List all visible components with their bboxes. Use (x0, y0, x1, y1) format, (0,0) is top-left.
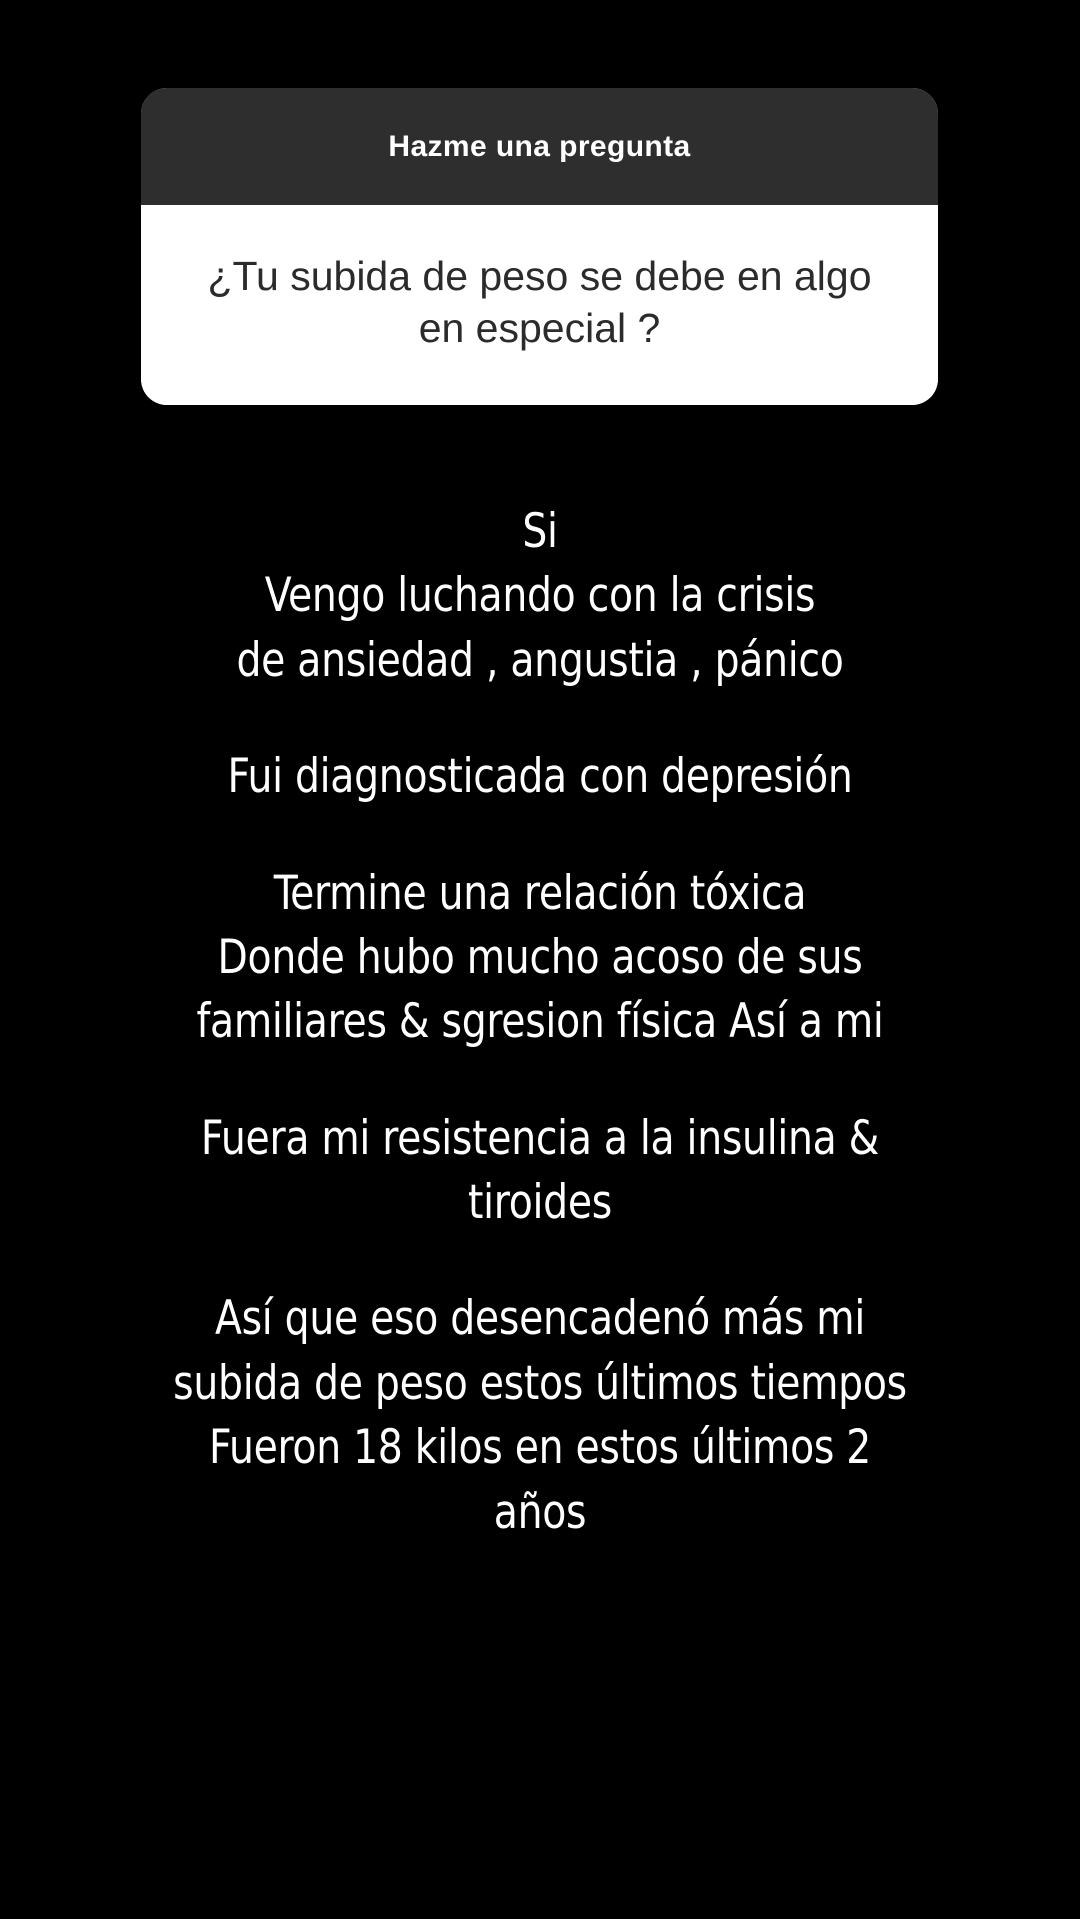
answer-line: Así que eso desencadenó más mi (214, 1291, 866, 1347)
answer-line: tiroides (468, 1175, 612, 1230)
question-sticker-prompt-label: Hazme una pregunta (388, 129, 691, 163)
question-sticker[interactable] (141, 88, 938, 405)
answer-line: subida de peso estos últimos tiempos (173, 1355, 907, 1411)
question-text: ¿Tu subida de peso se debe en algo en especial ? (207, 252, 872, 351)
question-sticker-header (141, 88, 938, 205)
answer-line: Termine una relación tóxica (273, 865, 807, 921)
answer-line: Donde hubo mucho acoso de sus (217, 929, 863, 985)
answer-text-block (0, 500, 1080, 1545)
answer-line: Fui diagnosticada con depresión (227, 749, 853, 805)
answer-paragraph-gap (0, 693, 1080, 745)
answer-line: Fuera mi resistencia a la insulina & (200, 1110, 880, 1166)
answer-paragraph-gap (0, 810, 1080, 862)
answer-paragraph-gap (0, 1055, 1080, 1107)
answer-paragraph-gap (0, 1235, 1080, 1287)
answer-line: familiares & sgresion física Así a mi (196, 994, 884, 1050)
answer-line: años (493, 1484, 587, 1540)
answer-line: de ansiedad , angustia , pánico (236, 632, 844, 688)
answer-line: Fueron 18 kilos en estos últimos 2 (208, 1420, 872, 1476)
answer-line: Vengo luchando con la crisis (264, 568, 816, 624)
question-sticker-body (141, 205, 938, 405)
answer-line: Si (522, 504, 558, 559)
